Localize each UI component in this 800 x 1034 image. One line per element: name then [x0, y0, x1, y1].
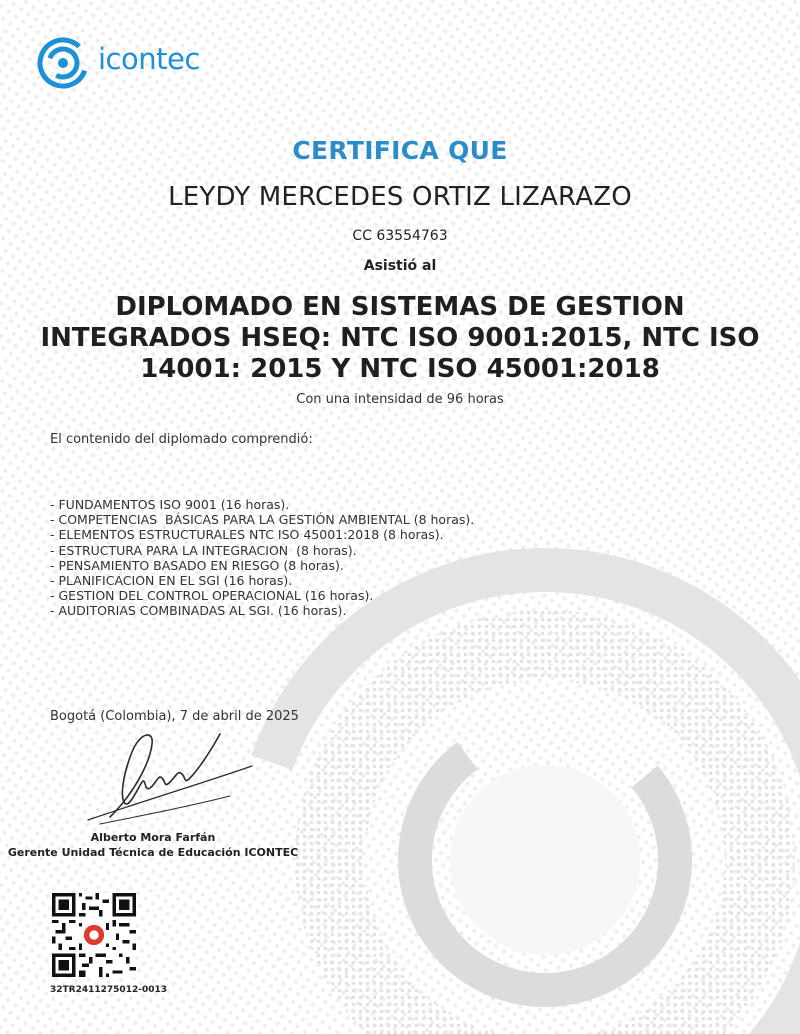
topic-item: - COMPETENCIAS BÁSICAS PARA LA GESTIÓN AMBIENTAL (8 horas). — [50, 512, 475, 528]
course-title-line: 14001: 2015 Y NTC ISO 45001:2018 — [140, 354, 660, 384]
topic-item: - PENSAMIENTO BASADO EN RIESGO (8 horas). — [50, 557, 344, 573]
topic-item: - ESTRUCTURA PARA LA INTEGRACION (8 horas). — [50, 542, 357, 558]
recipient-id: CC 63554763 — [352, 228, 448, 244]
signatory-name: Alberto Mora Farfán — [90, 831, 216, 844]
signatory-role: Gerente Unidad Técnica de Educación ICONTEC — [7, 846, 299, 859]
topics-list — [50, 497, 474, 619]
icontec-logo-icon — [36, 36, 90, 90]
content-intro: El contenido del diplomado comprendió: — [50, 432, 313, 447]
certifies-heading: CERTIFICA QUE — [292, 136, 508, 165]
signature-image — [80, 722, 260, 832]
qr-code-icon[interactable] — [52, 893, 136, 977]
topic-item: - AUDITORIAS COMBINADAS AL SGI. (16 horas). — [50, 603, 347, 619]
place-date: Bogotá (Colombia), 7 de abril de 2025 — [50, 709, 299, 724]
topic-item: - PLANIFICACION EN EL SGI (16 horas). — [50, 573, 293, 589]
verification-code: 32TR2411275012-0013 — [50, 985, 167, 995]
topic-item: - GESTION DEL CONTROL OPERACIONAL (16 horas). — [50, 588, 374, 604]
course-title-line: INTEGRADOS HSEQ: NTC ISO 9001:2015, NTC ISO — [40, 323, 760, 353]
recipient-name: LEYDY MERCEDES ORTIZ LIZARAZO — [168, 182, 632, 212]
course-title-line: DIPLOMADO EN SISTEMAS DE GESTION — [115, 292, 685, 322]
topic-item: - ELEMENTOS ESTRUCTURALES NTC ISO 45001:2018 (8 horas). — [50, 527, 444, 543]
course-intensity: Con una intensidad de 96 horas — [296, 392, 504, 407]
course-title — [40, 292, 760, 385]
attended-label: Asistió al — [363, 258, 437, 274]
brand-logo — [36, 36, 236, 90]
brand-name: icontec — [98, 42, 200, 76]
topic-item: - FUNDAMENTOS ISO 9001 (16 horas). — [50, 497, 290, 512]
